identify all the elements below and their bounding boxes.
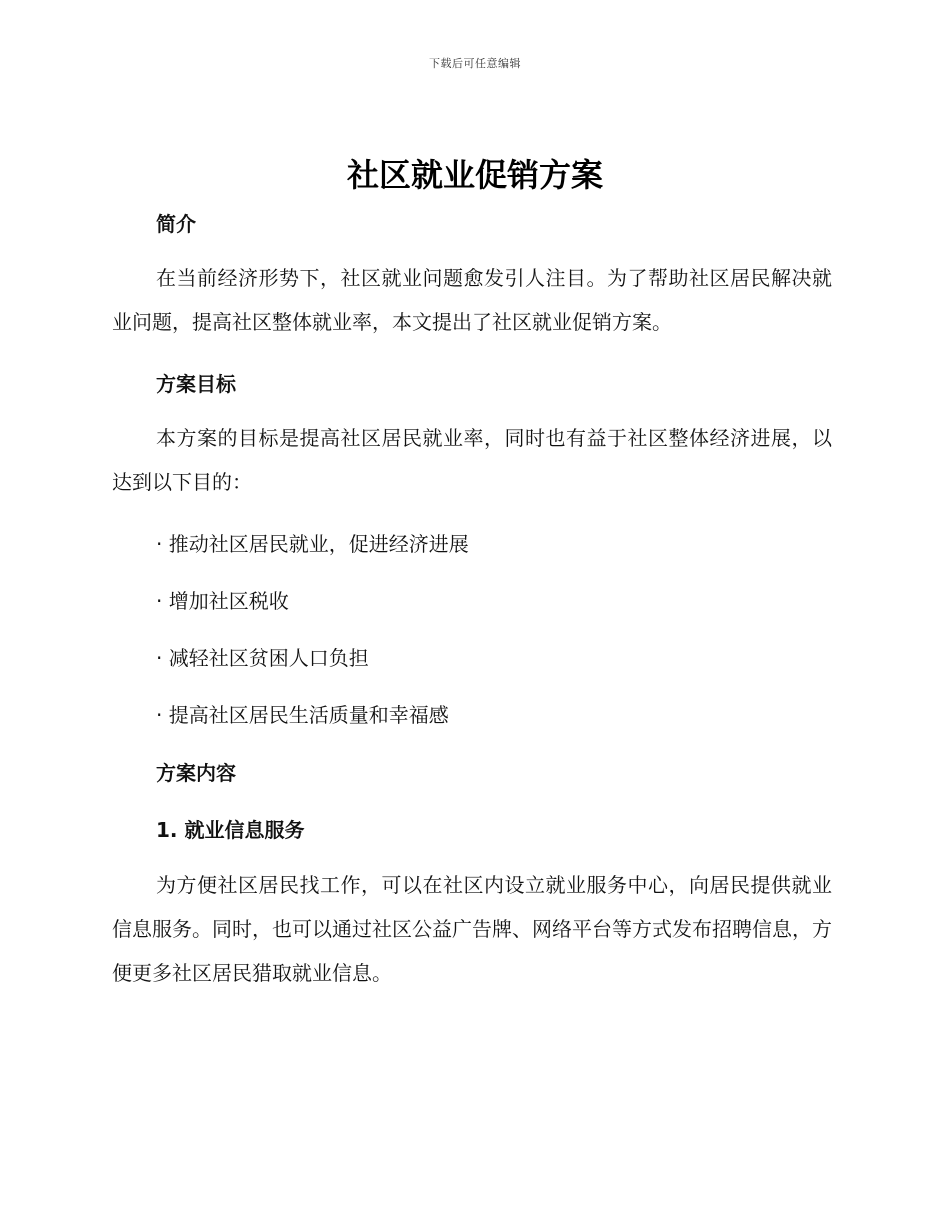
goal-list-item: · 增加社区税收 xyxy=(156,589,289,613)
header-note: 下载后可任意编辑 xyxy=(429,57,521,70)
goal-list-item: · 推动社区居民就业，促进经济进展 xyxy=(156,532,469,556)
goal-heading: 方案目标 xyxy=(156,372,236,396)
goal-list-item: · 减轻社区贫困人口负担 xyxy=(156,646,369,670)
subsection-paragraph-1: 为方便社区居民找工作，可以在社区内设立就业服务中心，向居民提供就业信息服务。同时，也可以通过社区公益广告牌、网络平台等方式发布招聘信息，方便更多社区居民猎取就业信息。 xyxy=(112,873,832,985)
goal-paragraph: 本方案的目标是提高社区居民就业率，同时也有益于社区整体经济进展，以达到以下目的： xyxy=(112,426,832,494)
content-heading: 方案内容 xyxy=(156,761,236,785)
subsection-heading-1: 1. 就业信息服务 xyxy=(156,818,305,842)
intro-heading: 简介 xyxy=(156,212,196,236)
goal-list-item: · 提高社区居民生活质量和幸福感 xyxy=(156,703,449,727)
intro-paragraph: 在当前经济形势下，社区就业问题愈发引人注目。为了帮助社区居民解决就业问题，提高社区整体就业率，本文提出了社区就业促销方案。 xyxy=(112,266,832,334)
document-title: 社区就业促销方案 xyxy=(346,156,603,194)
